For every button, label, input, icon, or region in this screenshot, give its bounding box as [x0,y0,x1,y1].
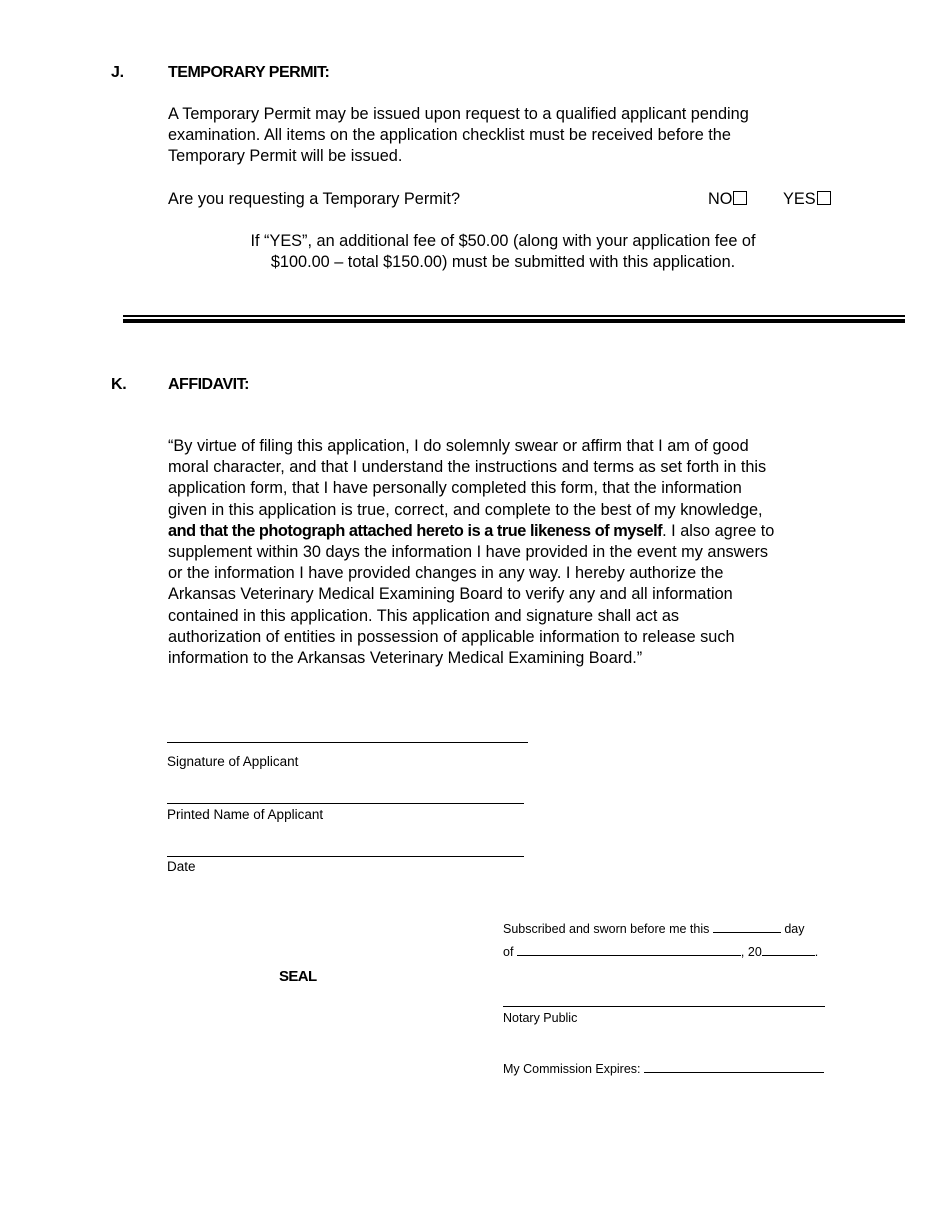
sworn-prefix: Subscribed and sworn before me this [503,922,710,936]
printed-name-label: Printed Name of Applicant [167,807,324,822]
printed-name-line[interactable] [167,803,524,804]
year-blank[interactable] [762,942,815,956]
seal-label: SEAL [279,968,317,985]
affidavit-line: given in this application is true, correct, and complete to the best of my knowledge, [168,500,763,519]
fee-line: $100.00 – total $150.00) must be submitted with this application. [270,253,736,272]
signature-label: Signature of Applicant [167,754,299,769]
section-k-title: AFFIDAVIT: [168,376,249,393]
fee-line: If “YES”, an additional fee of $50.00 (along with your application fee of [250,232,756,250]
affidavit-line: contained in this application. This application and signature shall act as [168,606,680,625]
no-option[interactable] [708,189,747,210]
affidavit-continuation: . I also agree to [662,521,775,540]
affidavit-line [168,521,858,542]
affidavit-text [168,436,858,669]
temporary-permit-intro [168,104,868,168]
intro-line: examination. All items on the application checklist must be received before the [168,126,731,145]
notary-month-line [503,942,818,959]
affidavit-line: “By virtue of filing this application, I do solemnly swear or affirm that I am of good [168,437,749,455]
section-j-title: TEMPORARY PERMIT: [168,64,330,81]
section-divider-bottom [123,319,905,323]
date-line[interactable] [167,856,524,857]
temporary-permit-fee-note [168,231,838,273]
affidavit-line: supplement within 30 days the information I have provided in the event my answers [168,543,769,562]
affidavit-line: application form, that I have personally completed this form, that the information [168,479,742,498]
year-prefix: , 20 [740,945,762,959]
affidavit-line: moral character, and that I understand the instructions and terms as set forth in this [168,458,767,477]
affidavit-photo-clause: and that the photograph attached hereto is a true likeness of myself [168,521,663,540]
period: . [814,945,819,959]
intro-line: Temporary Permit will be issued. [168,147,403,166]
signature-line[interactable] [167,742,528,743]
commission-label: My Commission Expires: [503,1062,641,1076]
commission-blank[interactable] [644,1059,824,1073]
yes-checkbox[interactable] [817,191,831,205]
notary-sworn-line [503,919,805,936]
no-checkbox[interactable] [733,191,747,205]
month-blank[interactable] [517,942,741,956]
day-blank[interactable] [713,919,781,933]
affidavit-line: Arkansas Veterinary Medical Examining Board to verify any and all information [168,585,733,604]
affidavit-line: or the information I have provided changes in any way. I hereby authorize the [168,564,724,583]
yes-label: YES [783,190,816,208]
temporary-permit-question: Are you requesting a Temporary Permit? [168,190,460,208]
sworn-suffix: day [784,922,805,936]
month-prefix: of [503,945,514,959]
affidavit-line: authorization of entities in possession of applicable information to release such [168,627,735,646]
intro-line: A Temporary Permit may be issued upon request to a qualified applicant pending [168,105,749,123]
date-label: Date [167,859,196,874]
no-label: NO [708,190,733,208]
section-divider-top [123,315,905,317]
section-j-letter: J. [111,64,124,81]
notary-public-label: Notary Public [503,1011,578,1025]
commission-expires [503,1059,824,1076]
notary-signature-line[interactable] [503,1006,825,1007]
affidavit-line: information to the Arkansas Veterinary Medical Examining Board.” [168,649,643,668]
section-k-letter: K. [111,376,127,393]
yes-option[interactable] [783,189,831,210]
